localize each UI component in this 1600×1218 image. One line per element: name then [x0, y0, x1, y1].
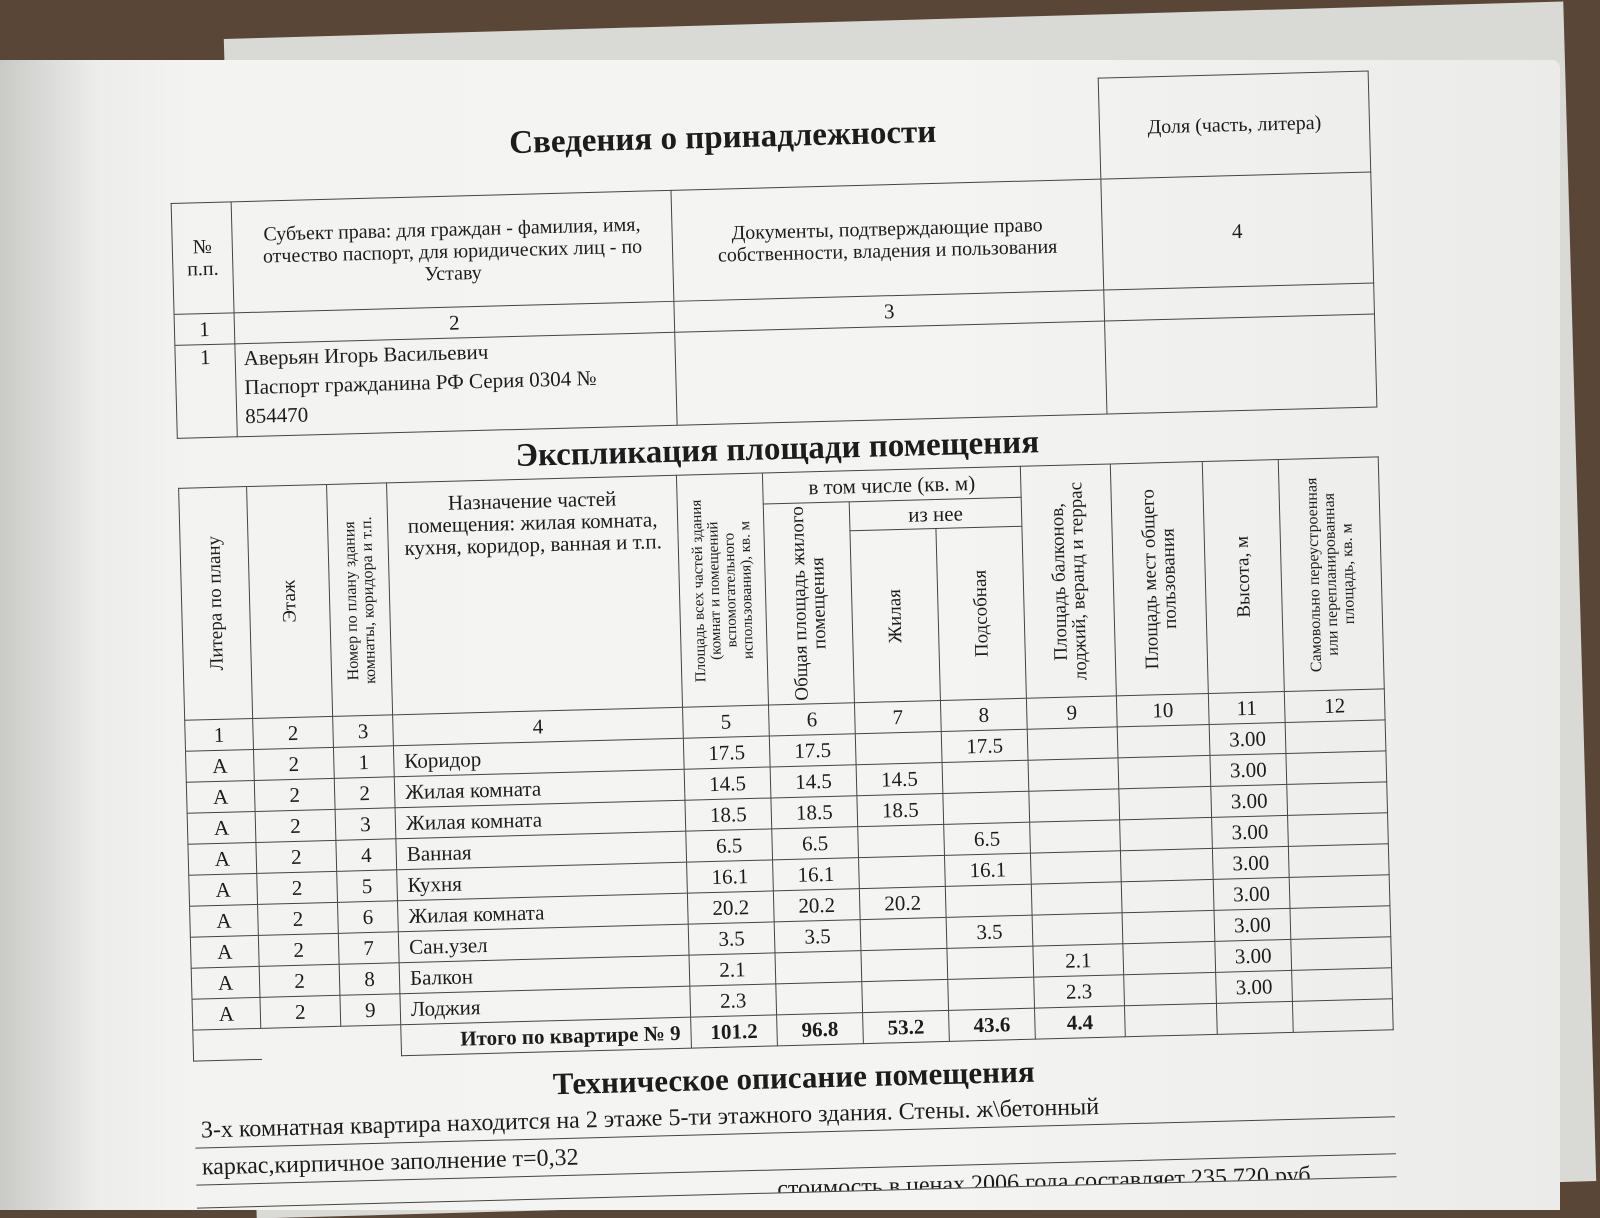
- cell-floor: 2: [258, 933, 339, 966]
- col-number-1: 1: [174, 313, 235, 346]
- cell-no: 4: [336, 839, 397, 872]
- cell-balcony: [1027, 727, 1118, 760]
- cell-living: [855, 731, 942, 764]
- cell-unauthorized: [1286, 751, 1387, 785]
- cell-general: 16.1: [773, 858, 860, 891]
- cell-total: 18.5: [685, 798, 772, 831]
- totals-general: 96.8: [777, 1013, 864, 1046]
- cell-general: 17.5: [769, 734, 856, 767]
- owner-num: 1: [175, 344, 237, 439]
- cell-no: 3: [335, 808, 396, 841]
- cell-common: [1119, 786, 1212, 819]
- unauthorized-header: Самовольно переустроенная или перепланированная площадь, кв. м: [1278, 457, 1384, 692]
- cell-balcony: [1031, 882, 1122, 915]
- cell-living: [859, 855, 946, 888]
- cell-aux: [942, 760, 1029, 793]
- cell-litera: А: [190, 904, 259, 937]
- cell-unauthorized: [1288, 844, 1389, 878]
- cell-floor: 2: [259, 964, 340, 997]
- cell-common: [1118, 755, 1211, 788]
- cell-name: Жилая комната: [397, 893, 688, 932]
- cell-floor: 2: [255, 809, 336, 842]
- cell-name: Сан.узел: [398, 924, 689, 963]
- ownership-title: Сведения о принадлежности: [508, 113, 937, 162]
- cell-height: 3.00: [1215, 939, 1292, 972]
- cell-total: 14.5: [684, 767, 771, 800]
- cell-total: 2.1: [689, 953, 776, 986]
- cell-common: [1122, 910, 1215, 943]
- share-header: Доля (часть, литера): [1098, 71, 1371, 179]
- totals-label: Итого по квартире № 9: [401, 1017, 692, 1056]
- totals-total: 101.2: [691, 1015, 778, 1048]
- cell-common: [1120, 848, 1213, 881]
- cell-floor: 2: [258, 902, 339, 935]
- balcony-header: Площадь балконов, лоджий, веранд и террас: [1020, 464, 1116, 698]
- cell-name: Лоджия: [400, 986, 691, 1025]
- common-header: Площадь мест общего пользования: [1110, 462, 1208, 696]
- cell-total: 3.5: [688, 922, 775, 955]
- cell-balcony: [1030, 820, 1121, 853]
- including-header: в том числе (кв. м): [762, 466, 1021, 504]
- cell-aux: [943, 791, 1030, 824]
- cell-total: 16.1: [687, 860, 774, 893]
- cell-floor: 2: [254, 778, 335, 811]
- totals-living: 53.2: [863, 1010, 950, 1043]
- cell-unauthorized: [1288, 813, 1389, 847]
- floor-header: Этаж: [247, 484, 333, 718]
- cell-litera: А: [187, 811, 256, 844]
- cell-height: 3.00: [1210, 753, 1287, 786]
- col-numbers-row: 1 2 3 4 5 6 7 8 9 10 11 12: [185, 689, 1385, 751]
- cell-litera: А: [188, 842, 257, 875]
- cell-common: [1120, 817, 1213, 850]
- cell-living: [862, 979, 949, 1012]
- owner-passport: Паспорт гражданина РФ Серия 0304 №: [244, 365, 597, 400]
- living-header: Жилая: [850, 529, 940, 703]
- col-number-3: 3: [674, 290, 1105, 332]
- cell-aux: [947, 946, 1034, 979]
- cell-no: 6: [338, 901, 399, 934]
- cell-living: 14.5: [856, 762, 943, 795]
- cell-name: Ванная: [396, 831, 687, 870]
- cell-litera: А: [192, 997, 261, 1030]
- cell-floor: 2: [257, 871, 338, 904]
- cell-general: 18.5: [771, 796, 858, 829]
- total-area-header: Площадь всех частей здания (комнат и помещений вспомогательного использования), кв. м: [676, 473, 768, 707]
- litera-header: Литера по плану: [179, 487, 253, 721]
- cell-balcony: 2.1: [1033, 944, 1124, 977]
- cell-general: [775, 951, 862, 984]
- cell-name: Кухня: [397, 862, 688, 901]
- cell-unauthorized: [1291, 937, 1392, 971]
- owner-cell: [235, 332, 677, 436]
- cell-litera: А: [189, 873, 258, 906]
- cell-no: 7: [338, 932, 399, 965]
- cell-balcony: [1032, 913, 1123, 946]
- cell-total: 6.5: [686, 829, 773, 862]
- cell-no: 9: [340, 994, 401, 1027]
- cell-litera: А: [191, 966, 260, 999]
- cell-no: 8: [339, 963, 400, 996]
- totals-aux: 43.6: [949, 1008, 1036, 1041]
- cell-height: 3.00: [1214, 908, 1291, 941]
- cell-living: [861, 948, 948, 981]
- cell-unauthorized: [1285, 720, 1386, 754]
- cell-name: Жилая комната: [394, 769, 685, 808]
- documents-header: Документы, подтверждающие право собственности, владения и пользования: [671, 179, 1104, 301]
- cell-aux: 16.1: [944, 853, 1031, 886]
- explication-title: Экспликация площади помещения: [515, 424, 1040, 475]
- cell-total: 17.5: [683, 736, 770, 769]
- cell-aux: 6.5: [944, 822, 1031, 855]
- cell-common: [1121, 879, 1214, 912]
- cell-balcony: [1029, 789, 1120, 822]
- cell-common: [1124, 972, 1217, 1005]
- cell-total: 2.3: [690, 984, 777, 1017]
- cell-name: Балкон: [399, 955, 690, 994]
- cell-aux: 17.5: [941, 729, 1028, 762]
- owner-name: Аверьян Игорь Васильевич: [243, 339, 489, 371]
- cell-general: 3.5: [774, 920, 861, 953]
- cell-general: 20.2: [773, 889, 860, 922]
- col-number-2: 2: [234, 301, 675, 344]
- height-header: Высота, м: [1202, 460, 1284, 694]
- cell-aux: [945, 884, 1032, 917]
- cell-unauthorized: [1290, 906, 1391, 940]
- cell-living: [860, 917, 947, 950]
- cell-height: 3.00: [1216, 970, 1293, 1003]
- cell-unauthorized: [1292, 968, 1393, 1002]
- owner-passport-number: 854470: [244, 402, 309, 429]
- cell-unauthorized: [1289, 875, 1390, 909]
- cell-height: 3.00: [1209, 722, 1286, 755]
- cell-aux: 3.5: [946, 915, 1033, 948]
- cell-unauthorized: [1287, 782, 1388, 816]
- cell-living: [858, 824, 945, 857]
- num-header: № п.п.: [171, 202, 234, 315]
- tech-line-3: ...стоимость в ценах 2006 года составляет 235 720 руб.: [196, 1154, 1396, 1208]
- living-total-header: Общая площадь жилого помещения: [763, 502, 854, 705]
- subject-header: Субъект права: для граждан - фамилия, имя, отчество паспорт, для юридических лиц - по Уставу: [231, 190, 674, 312]
- cell-aux: [948, 977, 1035, 1010]
- purpose-header: Назначение частей помещения: жилая комната, кухня, коридор, ванная и т.п.: [387, 475, 683, 715]
- cell-litera: А: [186, 780, 255, 813]
- document-page: [0, 60, 1560, 1210]
- cell-common: [1117, 724, 1210, 757]
- auxiliary-header: Подсобная: [936, 526, 1026, 700]
- cell-no: 1: [333, 746, 394, 779]
- cell-height: 3.00: [1211, 784, 1288, 817]
- tech-line-1: 3-х комнатная квартира находится на 2 этаже 5-ти этажного здания. Стены. ж\бетонный: [194, 1080, 1395, 1148]
- cell-balcony: 2.3: [1034, 975, 1125, 1008]
- cell-floor: 2: [253, 747, 334, 780]
- explication-table: [178, 456, 1394, 1061]
- cell-general: [776, 982, 863, 1015]
- cell-floor: 2: [260, 995, 341, 1028]
- of-it-header: из нее: [849, 497, 1022, 530]
- cell-litera: А: [190, 935, 259, 968]
- document-content: [168, 71, 1397, 1209]
- cell-height: 3.00: [1212, 846, 1289, 879]
- tech-title: Техническое описание помещения: [552, 1053, 1036, 1102]
- tech-line-2: каркас,кирпичное заполнение т=0,32: [195, 1117, 1396, 1185]
- cell-balcony: [1028, 758, 1119, 791]
- cell-living: 20.2: [859, 886, 946, 919]
- cell-no: 5: [337, 870, 398, 903]
- cell-common: [1123, 941, 1216, 974]
- cell-height: 3.00: [1212, 815, 1289, 848]
- cell-litera: А: [186, 749, 255, 782]
- cell-general: 6.5: [772, 827, 859, 860]
- cell-balcony: [1030, 851, 1121, 884]
- col-number-4: 4: [1101, 172, 1374, 290]
- cell-living: 18.5: [857, 793, 944, 826]
- plan-no-header: Номер по плану здания комнаты, коридора и т.п.: [327, 483, 393, 716]
- totals-balcony: 4.4: [1035, 1006, 1126, 1039]
- cell-name: Жилая комната: [395, 800, 686, 839]
- cell-total: 20.2: [687, 891, 774, 924]
- cell-general: 14.5: [770, 765, 857, 798]
- cell-name: Коридор: [393, 738, 684, 777]
- cell-height: 3.00: [1213, 877, 1290, 910]
- cell-floor: 2: [256, 840, 337, 873]
- cell-no: 2: [334, 777, 395, 810]
